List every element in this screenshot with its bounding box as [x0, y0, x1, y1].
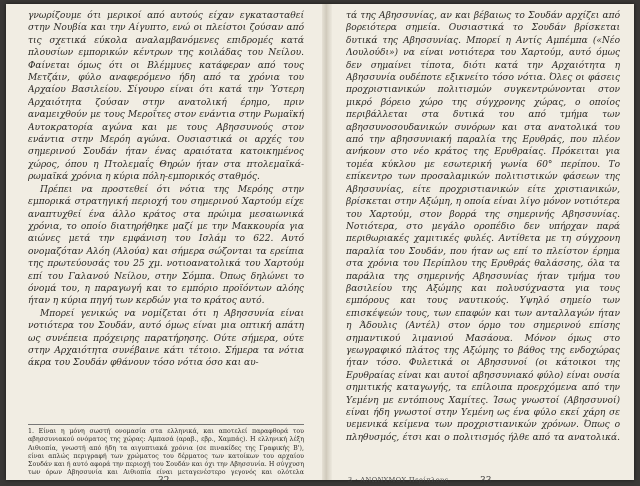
- paragraph: γνωρίζουμε ότι μερικοί από αυτούς είχαν εγκατασταθεί στην Νουβία και την Αίγυπτο, ενώ οι πλείστοι ζούσαν από τις σχετικά εύκολα αναλαμβανόμενες επιδρομές κατά πλουσίων εμπορικών κέντρων της κοιλάδας του Νείλου. Φαίνεται όμως ότι οι Βλέμμυες κατάφεραν από τους Μετζάιν, φύλο αναφερόμενο ήδη από τα χρόνια του Αρχαίου Βασιλείου. Σίγουρο είναι ότι κατά την Ύστερη Αρχαιότητα ζούσαν στην ανατολική έρημο, πριν αναμειχθούν με τους Μεροΐτες στον ενάντια στην Ρωμαϊκή Αυτοκρατορία αγώνα και με τους Αβησσυνούς στον ενάντια στην Μερόη αγώνα. Ουσιαστικά οι αρχές του σημερινού Σουδάν ήταν ένας αραιότατα κατοικημένος χώρος, όπου η Πτολεμαΐς Θηρών ήταν στα πτολεμαϊκά-ρωμαϊκά χρόνια η κύρια πόλη-εμπορικός σταθμός.: [28, 11, 304, 183]
- left-page: [28, 10, 304, 476]
- running-footer: 3 · ΑΝΩΝΥΜΟΥ Περίπλους: [348, 476, 449, 484]
- right-page: [346, 10, 620, 476]
- page-number-right: 33: [480, 476, 492, 486]
- paragraph: Πρέπει να προστεθεί ότι νότια της Μερόης στην εμπορικά στρατηγική περιοχή του σημερινού Χαρτούμ είχε αναπτυχθεί ένα άλλο κράτος στα πρώιμα μεσαιωνικά χρόνια, το οποίο διατηρήθηκε μαζί με την Μακκουρία για αιώνες μετά την εμφάνιση του Ισλάμ το 622. Αυτό ονομαζόταν Αλόη (Αλούα) και σήμερα σώζονται τα ερείπια της πρωτεύουσάς του 25 χμ. νοτιοανατολικά του Χαρτούμ επί του Γαλανού Νείλου, στην Σόμπα. Όπως δηλώνει το όνομά του, η παραγωγή και το εμπόριο προϊόντων αλόης ήταν η κύρια πηγή των κερδών για το κράτος αυτό.: [28, 184, 304, 307]
- right-page-body: [346, 10, 620, 444]
- footnote: [28, 424, 304, 478]
- page-number-left: 32: [158, 476, 170, 486]
- book-spread: [6, 4, 634, 486]
- book-gutter: [322, 4, 332, 480]
- paragraph: τά της Αβησσυνίας, αν και βέβαιως το Σουδάν αρχίζει από βορειότερα σημεία. Ουσιαστικά το Σουδάν βρίσκεται δυτικά της Αβησσυνίας. Μπορεί η Αντίς Αμπέμπα («Νέο Λουλούδι») να είναι νοτιότερα του Χαρτούμ, αυτό όμως δεν σημαίνει τίποτα, διότι κατά την Αρχαιότητα η Αβησσυνία ουδέποτε εξικνείτο τόσο νότια. Όλες οι φάσεις προχριστιανικών πολιτισμών συγκεντρώνονται στον μικρό βόρειο χώρο της σύγχρονης χώρας, ο οποίος περιβάλλεται στα δυτικά του από τμήμα των αβησσυνοσουδανικών συνόρων και στα ανατολικά του από την αβησσυνιακή παραλία της Ερυθράς, που πλέον ανήκουν στο νέο κράτος της Ερυθραίας. Πρόκειται για τομέα κύκλου με εσωτερική γωνία 60° περίπου. Το επίκεντρο των προσαλαμικών πολιτιστικών φάσεων της Αβησσυνίας, είτε προχριστιανικών είτε χριστιανικών, βρίσκεται στην Αξώμη, η οποία είναι λίγο μόνον νοτιότερα του Χαρτούμ, στον βορρά της σημερινής Αβησσυνίας. Νοτιότερα, στο μεγάλο οροπέδιο δεν υπήρχαν παρά περιθωριακές χαμιτικές φυλές. Αντίθετα με τη σύγχρονη παραλία του Σουδάν, που ήταν ως επί το πλείστον έρημα στα χρόνια του Περίπλου της Ερυθράς θαλάσσης, όλα τα παράλια της σημερινής Αβησσυνίας ήταν τμήμα του βασιλείου της Αξώμης και πολυσύχναστα για τους εμπόρους και τους ναυτικούς. Υψηλό σημείο των επισκέψεών τους, των επαφών και των ανταλλαγών ήταν η Άδουλις (Αντέλ) στον όρμο του σημερινού επίσης σημαντικού λιμανιού Μασάουα. Μόνον όμως στο γεωγραφικό πλάτος της Αξώμης το βάθος της ενδοχώρας ήταν τόσο. Φυλετικά οι Αβησσυνοί (οι κάτοικοι της Ερυθραίας είναι και αυτοί αβησσυνιακό φύλο) είναι ουσία σημιτικής καταγωγής, τα επίλοιπα προερχόμενα από την Υεμένη με εντόπιους Χαμίτες. Ίσως γνωστοί (Αβησσυνοί) είναι ήδη γνωστοί στην Υεμένη ως ένα φύλο εκεί χάρη σε υεμενικά κείμενα των προχριστιανικών χρόνων. Όπως ο πληθυσμός, έτσι και ο πολιτισμός ήλθε από τα ανατολικά.: [346, 11, 620, 443]
- left-page-body: [28, 10, 304, 422]
- footnote-text: 1. Είναι η μόνη σωστή ονομασία στα ελληνικά, και αποτελεί παραφθορά του αβησσυνιακού ονόματος της χώρας: Αμπασά (αραβ., εβρ., Χαμπάς). Η ελληνική λέξη Αιθιοπία, γνωστή από ήδη τα αιγυπτιακά χρόνια (σε πινακίδες της Γραφικής Β'), είναι απλώς περιγραφή των χρώματος του δέρματος των κατοίκων του αρχαίου Σουδάν και ή αυτό αφορά την περιοχή του Σουδάν και όχι την Αβησσυνία. Η σύγχυση των όρων Αβησσυνία και Αιθιοπία είναι μεταγενέστερο γεγονός και ολότελα: [28, 428, 304, 477]
- paragraph: Μπορεί γενικώς να νομίζεται ότι η Αβησσυνία είναι νοτιότερα του Σουδάν, αυτό όμως είναι μια οπτική απάτη ως συνέπεια πρόχειρης παρατήρησης. Ούτε σήμερα, ούτε στην Αρχαιότητα συνέβαινε κάτι τέτοιο. Σήμερα τα νότια άκρα του Σουδάν φθάνουν τόσο νότια όσο και αυ-: [28, 308, 304, 369]
